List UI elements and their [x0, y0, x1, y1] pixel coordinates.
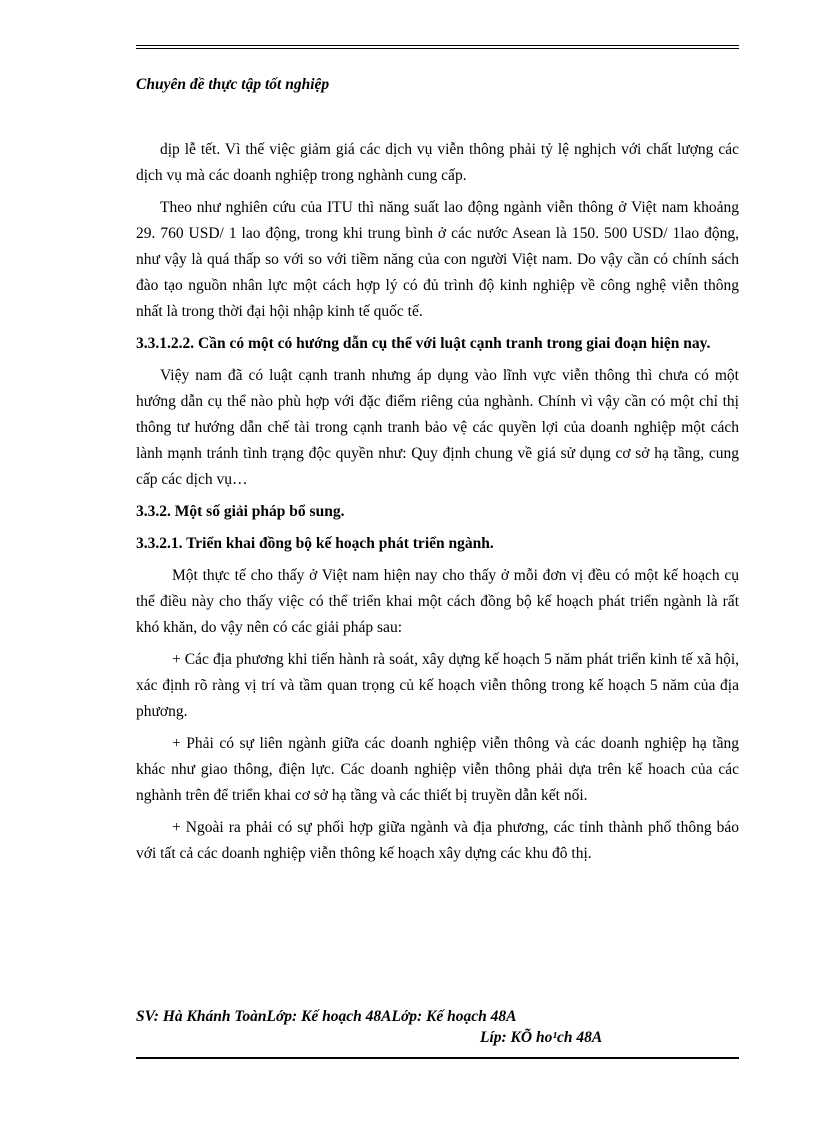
section-heading-synchronized-plan: 3.3.2.1. Triển khai đồng bộ kế hoạch phát triển ngành. — [136, 535, 494, 552]
footer-class-line: Líp: KÕ ho¹ch 48A — [480, 1029, 603, 1046]
bullet-coordination: + Ngoài ra phải có sự phối hợp giữa ngành và địa phương, các tỉnh thành phố thông báo với tất cả các doanh nghiệp viễn thông kế hoạch xây dựng các khu đô thị. — [136, 819, 739, 862]
document-footer — [136, 1006, 739, 1048]
paragraph-competition-law: Việy nam đã có luật cạnh tranh nhưng áp dụng vào lĩnh vực viễn thông thì chưa có một hướng dẫn cụ thể nào phù hợp với đặc điểm riêng của nghành. Chính vì vậy cần có một chỉ thị thông tư hướng dẫn chế tài trong cạnh tranh bảo vệ các quyền lợi của doanh nghiệp một cách lành mạnh tránh tình trạng độc quyền như: Quy định chung về giá sử dụng cơ sở hạ tầng, cung cấp các dịch vụ… — [136, 367, 739, 488]
paragraph-labor-productivity: Theo như nghiên cứu của ITU thì năng suất lao động ngành viễn thông ở Việt nam khoảng 29. 760 USD/ 1 lao động, trong khi trung bình ở các nước Asean là 150. 500 USD/ 1lao động, như vậy là quá thấp so với so với tiềm năng của con người Việt nam. Do vậy cần có chính sách đào tạo nguồn nhân lực một cách hợp lý có đủ trình độ kinh nghiệp về công nghệ viễn thông nhất là trong thời đại hội nhập kinh tế quốc tế. — [136, 199, 739, 320]
header-rule — [136, 45, 739, 49]
footer-rule — [136, 1057, 739, 1059]
section-heading-competition-law: 3.3.1.2.2. Cần có một có hướng dẫn cụ thể với luật cạnh tranh trong giai đoạn hiện nay. — [136, 335, 711, 352]
bullet-inter-sector: + Phải có sự liên ngành giữa các doanh nghiệp viễn thông và các doanh nghiệp hạ tầng khác như giao thông, điện lực. Các doanh nghiệp viễn thông phải dựa trên kế hoach của các nghành trên để triển khai cơ sở hạ tầng và các thiết bị truyền dẫn kết nối. — [136, 735, 739, 804]
bullet-local-planning: + Các địa phương khi tiến hành rà soát, xây dựng kế hoạch 5 năm phát triển kinh tế xã hội, xác định rõ ràng vị trí và tầm quan trọng củ kế hoạch viễn thông trong kế hoạch 5 năm của địa phương. — [136, 651, 739, 720]
section-heading-additional-solutions: 3.3.2. Một số giải pháp bổ sung. — [136, 503, 345, 520]
paragraph-telecom-pricing: dịp lễ tết. Vì thế việc giảm giá các dịch vụ viễn thông phải tỷ lệ nghịch với chất lượng các dịch vụ mà các doanh nghiệp trong nghành cung cấp. — [136, 141, 739, 184]
paragraph-synchronized-plan: Một thực tế cho thấy ở Việt nam hiện nay cho thấy ở mỗi đơn vị đều có một kế hoạch cụ thể điều này cho thấy việc có thể triển khai một cách đồng bộ kế hoạch phát triển ngành là rất khó khăn, do vậy nên có các giải pháp sau: — [136, 567, 739, 636]
footer-student-line: SV: Hà Khánh ToànLớp: Kế hoạch 48ALớp: Kế hoạch 48A — [136, 1008, 517, 1025]
document-header: Chuyên đề thực tập tốt nghiệp — [136, 76, 330, 93]
document-body — [136, 137, 739, 873]
